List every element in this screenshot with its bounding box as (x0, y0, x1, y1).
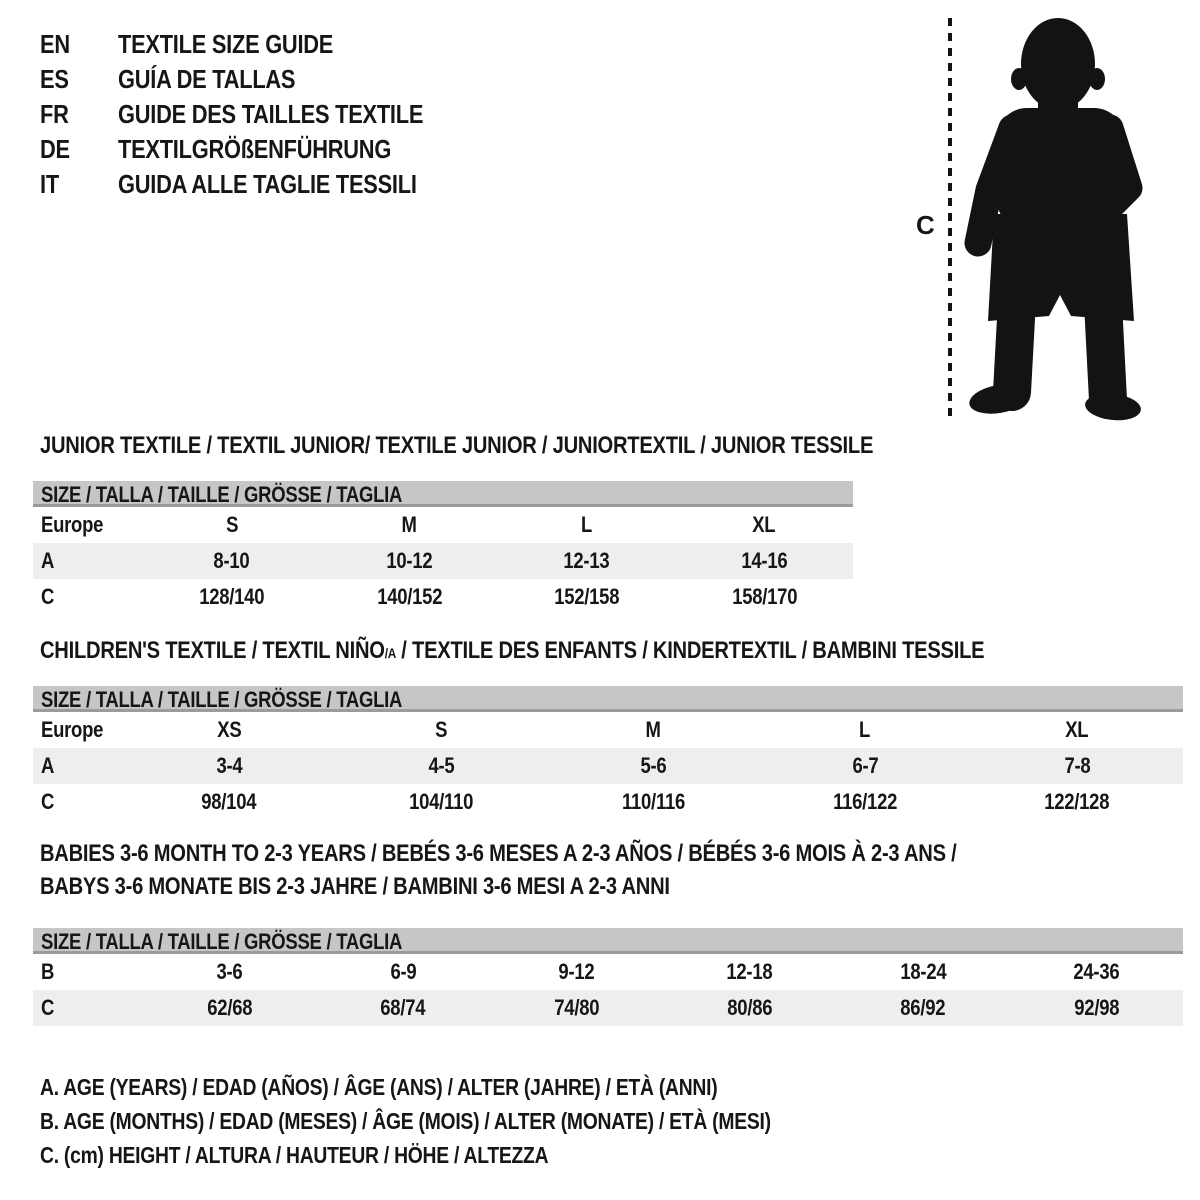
table-row-age (33, 543, 853, 579)
cell-text: 4-5 (428, 753, 454, 778)
table-row-europe (33, 712, 1183, 748)
title-subscript: /A (384, 645, 396, 661)
table-cell (836, 990, 1009, 1026)
cell-text: M (401, 512, 417, 537)
language-title-list (40, 27, 481, 202)
legend-text: A. AGE (YEARS) / EDAD (AÑOS) / ÂGE (ANS) / ALTER (JAHRE) / ETÀ (ANNI) (40, 1074, 718, 1100)
language-title: GUIDA ALLE TAGLIE TESSILI (118, 169, 417, 199)
row-label-text: A (41, 548, 55, 573)
table-cell (123, 784, 335, 820)
size-header-bar (33, 686, 1183, 712)
row-label-text: A (41, 753, 55, 778)
language-code (40, 132, 118, 167)
cell-text: 12-18 (726, 959, 773, 984)
table-cell (143, 507, 321, 543)
table-cell (1010, 954, 1183, 990)
babies-section-title-text: BABIES 3-6 MONTH TO 2-3 YEARS / BEBÉS 3-6 MESES A 2-3 AÑOS / BÉBÉS 3-6 MOIS À 2-3 ANS / (40, 840, 957, 867)
cell-text: 62/68 (207, 995, 253, 1020)
babies-section-title-line2 (40, 874, 790, 900)
table-cell (335, 748, 547, 784)
language-row-es (40, 62, 481, 97)
row-label-text: C (41, 995, 55, 1020)
cell-text: 74/80 (553, 995, 599, 1020)
cell-text: 14-16 (741, 548, 788, 573)
cell-text: 6-7 (852, 753, 878, 778)
row-label-text: C (41, 789, 55, 814)
table-row-age (33, 748, 1183, 784)
toddler-silhouette-graphic (900, 0, 1200, 440)
cell-text: S (225, 512, 238, 537)
language-code (40, 167, 118, 202)
cell-text: L (859, 717, 871, 742)
table-cell (316, 954, 489, 990)
row-label (33, 712, 123, 748)
table-cell (335, 784, 547, 820)
cell-text: XS (216, 717, 242, 742)
table-cell (123, 712, 335, 748)
table-cell (1010, 990, 1183, 1026)
table-row-height (33, 579, 853, 615)
table-cell (143, 543, 321, 579)
junior-section-title-text: JUNIOR TEXTILE / TEXTIL JUNIOR/ TEXTILE JUNIOR / JUNIORTEXTIL / JUNIOR TESSILE (40, 432, 874, 459)
row-label (33, 990, 143, 1026)
row-label (33, 784, 123, 820)
cell-text: 116/122 (832, 789, 898, 814)
table-cell (676, 579, 854, 615)
row-label (33, 954, 143, 990)
cell-text: 8-10 (213, 548, 250, 573)
table-cell (663, 990, 836, 1026)
cell-text: 122/128 (1044, 789, 1110, 814)
legend-text: B. AGE (MONTHS) / EDAD (MESES) / ÂGE (MOIS) / ALTER (MONATE) / ETÀ (MESI) (40, 1108, 771, 1134)
legend-line-age-years (40, 1074, 846, 1100)
cell-text: 128/140 (199, 584, 265, 609)
table-cell (971, 748, 1183, 784)
size-header-bar (33, 481, 853, 507)
table-cell (143, 579, 321, 615)
cell-text: XL (752, 512, 776, 537)
table-cell (971, 712, 1183, 748)
table-cell (498, 543, 676, 579)
toddler-silhouette (967, 18, 1142, 423)
language-title: GUIDE DES TAILLES TEXTILE (118, 99, 424, 129)
language-title: TEXTILE SIZE GUIDE (118, 29, 334, 59)
cell-text: 12-13 (563, 548, 610, 573)
cell-text: 9-12 (558, 959, 595, 984)
title-suffix: / TEXTILE DES ENFANTS / KINDERTEXTIL / BAMBINI TESSILE (395, 637, 985, 664)
title-prefix: CHILDREN'S TEXTILE / TEXTIL NIÑO (40, 637, 385, 664)
cell-text: 104/110 (408, 789, 474, 814)
babies-size-table (33, 928, 1183, 1026)
junior-size-table (33, 481, 853, 615)
language-row-it (40, 167, 481, 202)
cell-text: 92/98 (1073, 995, 1119, 1020)
cell-text: 98/104 (201, 789, 257, 814)
table-cell (759, 748, 971, 784)
table-cell (547, 712, 759, 748)
cell-text: 158/170 (731, 584, 797, 609)
table-cell (663, 954, 836, 990)
language-code (40, 27, 118, 62)
table-cell (490, 954, 663, 990)
language-title: GUÍA DE TALLAS (118, 64, 296, 94)
cell-text: L (581, 512, 593, 537)
cell-text: 5-6 (640, 753, 666, 778)
cell-text: 68/74 (380, 995, 426, 1020)
size-header-text: SIZE / TALLA / TAILLE / GRÖSSE / TAGLIA (41, 687, 403, 712)
table-cell (143, 954, 316, 990)
table-cell (321, 543, 499, 579)
row-label (33, 543, 143, 579)
row-label-text: Europe (41, 512, 104, 537)
size-header-text: SIZE / TALLA / TAILLE / GRÖSSE / TAGLIA (41, 482, 403, 507)
table-row-europe (33, 507, 853, 543)
cell-text: 24-36 (1073, 959, 1120, 984)
row-label (33, 579, 143, 615)
table-cell (676, 507, 854, 543)
cell-text: 6-9 (390, 959, 416, 984)
children-section-title-text (40, 638, 984, 666)
table-cell (836, 954, 1009, 990)
language-row-fr (40, 97, 481, 132)
cell-text: 86/92 (900, 995, 946, 1020)
language-row-de (40, 132, 481, 167)
language-code (40, 62, 118, 97)
cell-text: 3-6 (216, 959, 243, 984)
cell-text: S (434, 717, 448, 742)
babies-section-title-text: BABYS 3-6 MONATE BIS 2-3 JAHRE / BAMBINI 3-6 MESI A 2-3 ANNI (40, 873, 670, 900)
legend-line-age-months (40, 1108, 910, 1134)
cell-text: 152/158 (554, 584, 620, 609)
cell-text: 110/116 (621, 789, 685, 814)
table-cell (676, 543, 854, 579)
language-code-text: IT (40, 169, 59, 199)
language-code-text: DE (40, 134, 70, 164)
cell-text: 140/152 (376, 584, 442, 609)
language-row-en (40, 27, 481, 62)
table-cell (321, 507, 499, 543)
language-code (40, 97, 118, 132)
cell-text: 18-24 (899, 959, 946, 984)
row-label-text: B (41, 959, 55, 984)
table-row-height (33, 784, 1183, 820)
height-measure-label: C (916, 210, 935, 240)
table-cell (321, 579, 499, 615)
row-label (33, 507, 143, 543)
size-header-bar (33, 928, 1183, 954)
table-cell (490, 990, 663, 1026)
row-label-text: Europe (41, 717, 104, 742)
table-cell (498, 579, 676, 615)
children-section-title (40, 638, 1164, 666)
children-size-table (33, 686, 1183, 820)
language-code-text: FR (40, 99, 69, 129)
table-cell (547, 748, 759, 784)
language-code-text: ES (40, 64, 69, 94)
table-cell (971, 784, 1183, 820)
table-cell (759, 784, 971, 820)
language-code-text: EN (40, 29, 70, 59)
cell-text: M (645, 717, 661, 742)
table-cell (547, 784, 759, 820)
row-label-text: C (41, 584, 55, 609)
table-cell (759, 712, 971, 748)
table-cell (335, 712, 547, 748)
table-cell (498, 507, 676, 543)
cell-text: 7-8 (1064, 753, 1090, 778)
language-title: TEXTILGRÖßENFÜHRUNG (118, 134, 392, 164)
table-cell (123, 748, 335, 784)
legend-text: C. (cm) HEIGHT / ALTURA / HAUTEUR / HÖHE / ALTEZZA (40, 1142, 549, 1168)
row-label (33, 748, 123, 784)
junior-section-title (40, 433, 1032, 459)
size-header-text: SIZE / TALLA / TAILLE / GRÖSSE / TAGLIA (41, 929, 403, 954)
table-row-height (33, 990, 1183, 1026)
cell-text: XL (1065, 717, 1089, 742)
cell-text: 80/86 (727, 995, 773, 1020)
table-cell (143, 990, 316, 1026)
babies-section-title-line1 (40, 841, 1131, 867)
cell-text: 3-4 (216, 753, 242, 778)
table-cell (316, 990, 489, 1026)
legend-line-height-cm (40, 1142, 645, 1168)
table-row-months (33, 954, 1183, 990)
cell-text: 10-12 (386, 548, 433, 573)
